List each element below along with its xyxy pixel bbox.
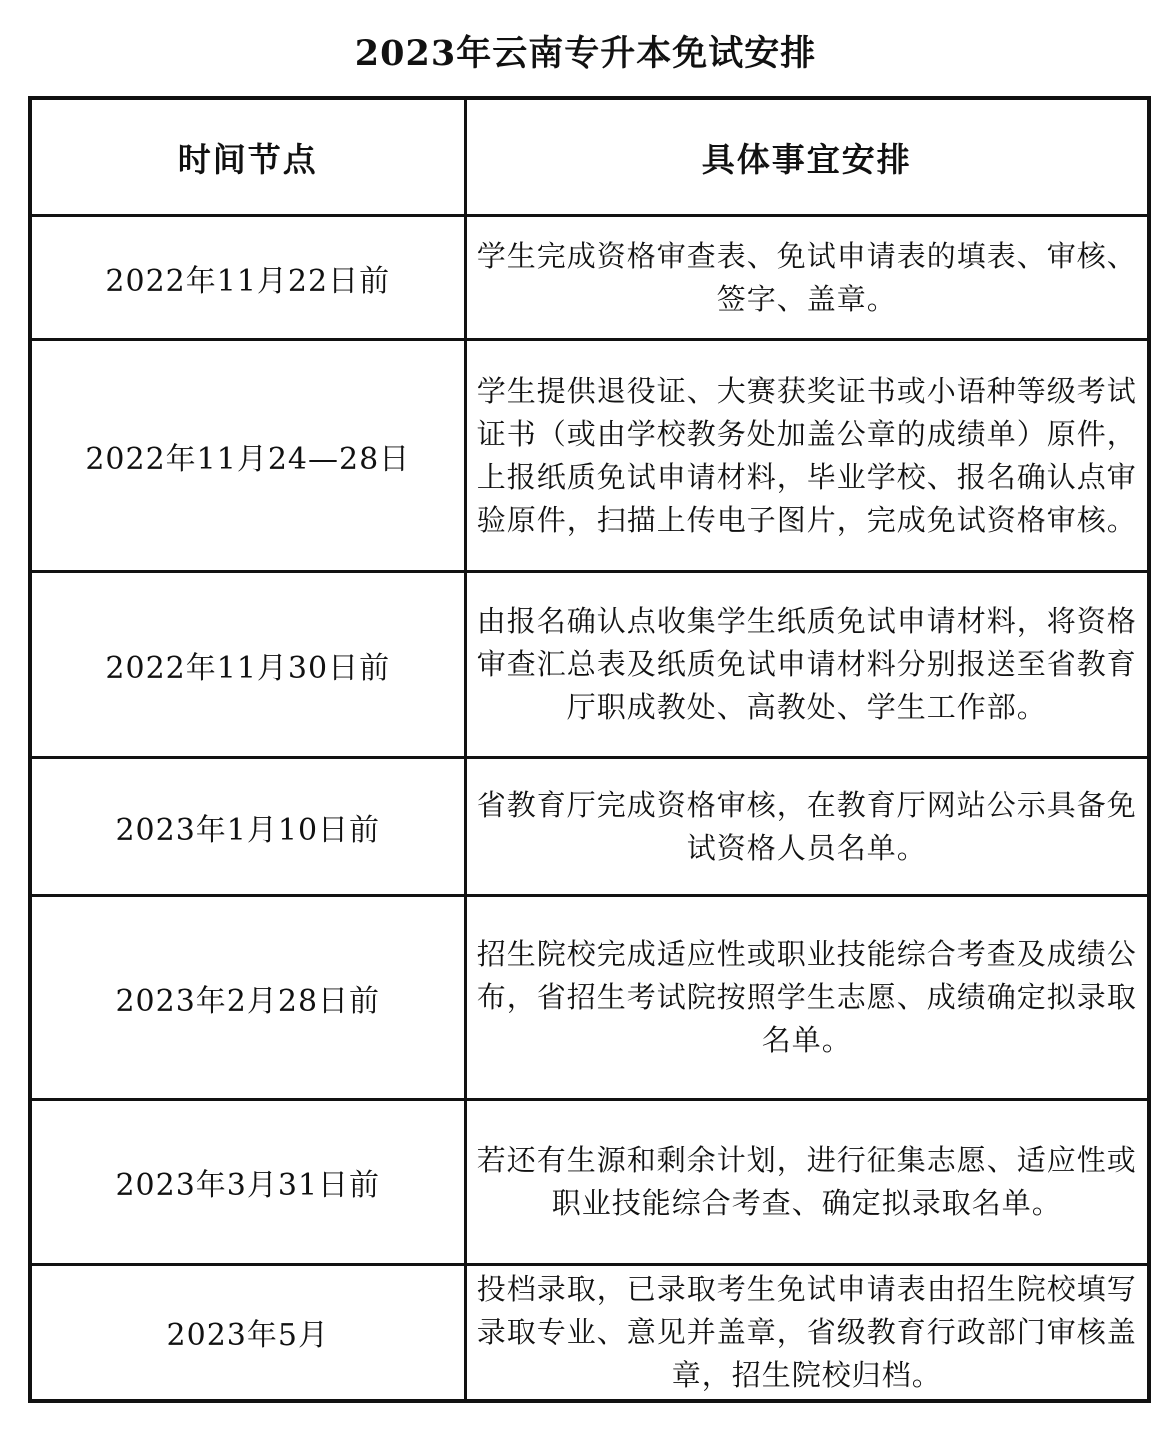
- detail-cell: 由报名确认点收集学生纸质免试申请材料，将资格审查汇总表及纸质免试申请材料分别报送至省教育厅职成教处、高教处、学生工作部。: [465, 572, 1149, 758]
- detail-cell: 投档录取，已录取考生免试申请表由招生院校填写录取专业、意见并盖章，省级教育行政部门审核盖章，招生院校归档。: [465, 1265, 1149, 1401]
- schedule-table: [28, 96, 1151, 1403]
- time-cell: 2022年11月22日前: [30, 216, 465, 340]
- table-row: [30, 572, 1149, 758]
- table-row: [30, 758, 1149, 896]
- detail-cell: 学生完成资格审查表、免试申请表的填表、审核、签字、盖章。: [465, 216, 1149, 340]
- table-row: [30, 1265, 1149, 1401]
- time-cell: 2023年5月: [30, 1265, 465, 1401]
- table-row: [30, 1100, 1149, 1265]
- detail-cell: 招生院校完成适应性或职业技能综合考查及成绩公布，省招生考试院按照学生志愿、成绩确定拟录取名单。: [465, 896, 1149, 1100]
- header-time-node: 时间节点: [30, 98, 465, 216]
- time-cell: 2023年1月10日前: [30, 758, 465, 896]
- page-title: 2023年云南专升本免试安排: [354, 33, 817, 74]
- detail-cell: 若还有生源和剩余计划，进行征集志愿、适应性或职业技能综合考查、确定拟录取名单。: [465, 1100, 1149, 1265]
- detail-cell: 学生提供退役证、大赛获奖证书或小语种等级考试证书（或由学校教务处加盖公章的成绩单）原件，上报纸质免试申请材料，毕业学校、报名确认点审验原件，扫描上传电子图片，完成免试资格审核。: [465, 340, 1149, 572]
- detail-cell: 省教育厅完成资格审核，在教育厅网站公示具备免试资格人员名单。: [465, 758, 1149, 896]
- time-cell: 2023年3月31日前: [30, 1100, 465, 1265]
- table-header-row: [30, 98, 1149, 216]
- table-row: [30, 896, 1149, 1100]
- header-detail-arrangement: 具体事宜安排: [465, 98, 1149, 216]
- table-row: [30, 216, 1149, 340]
- time-cell: 2023年2月28日前: [30, 896, 465, 1100]
- table-row: [30, 340, 1149, 572]
- time-cell: 2022年11月24—28日: [30, 340, 465, 572]
- time-cell: 2022年11月30日前: [30, 572, 465, 758]
